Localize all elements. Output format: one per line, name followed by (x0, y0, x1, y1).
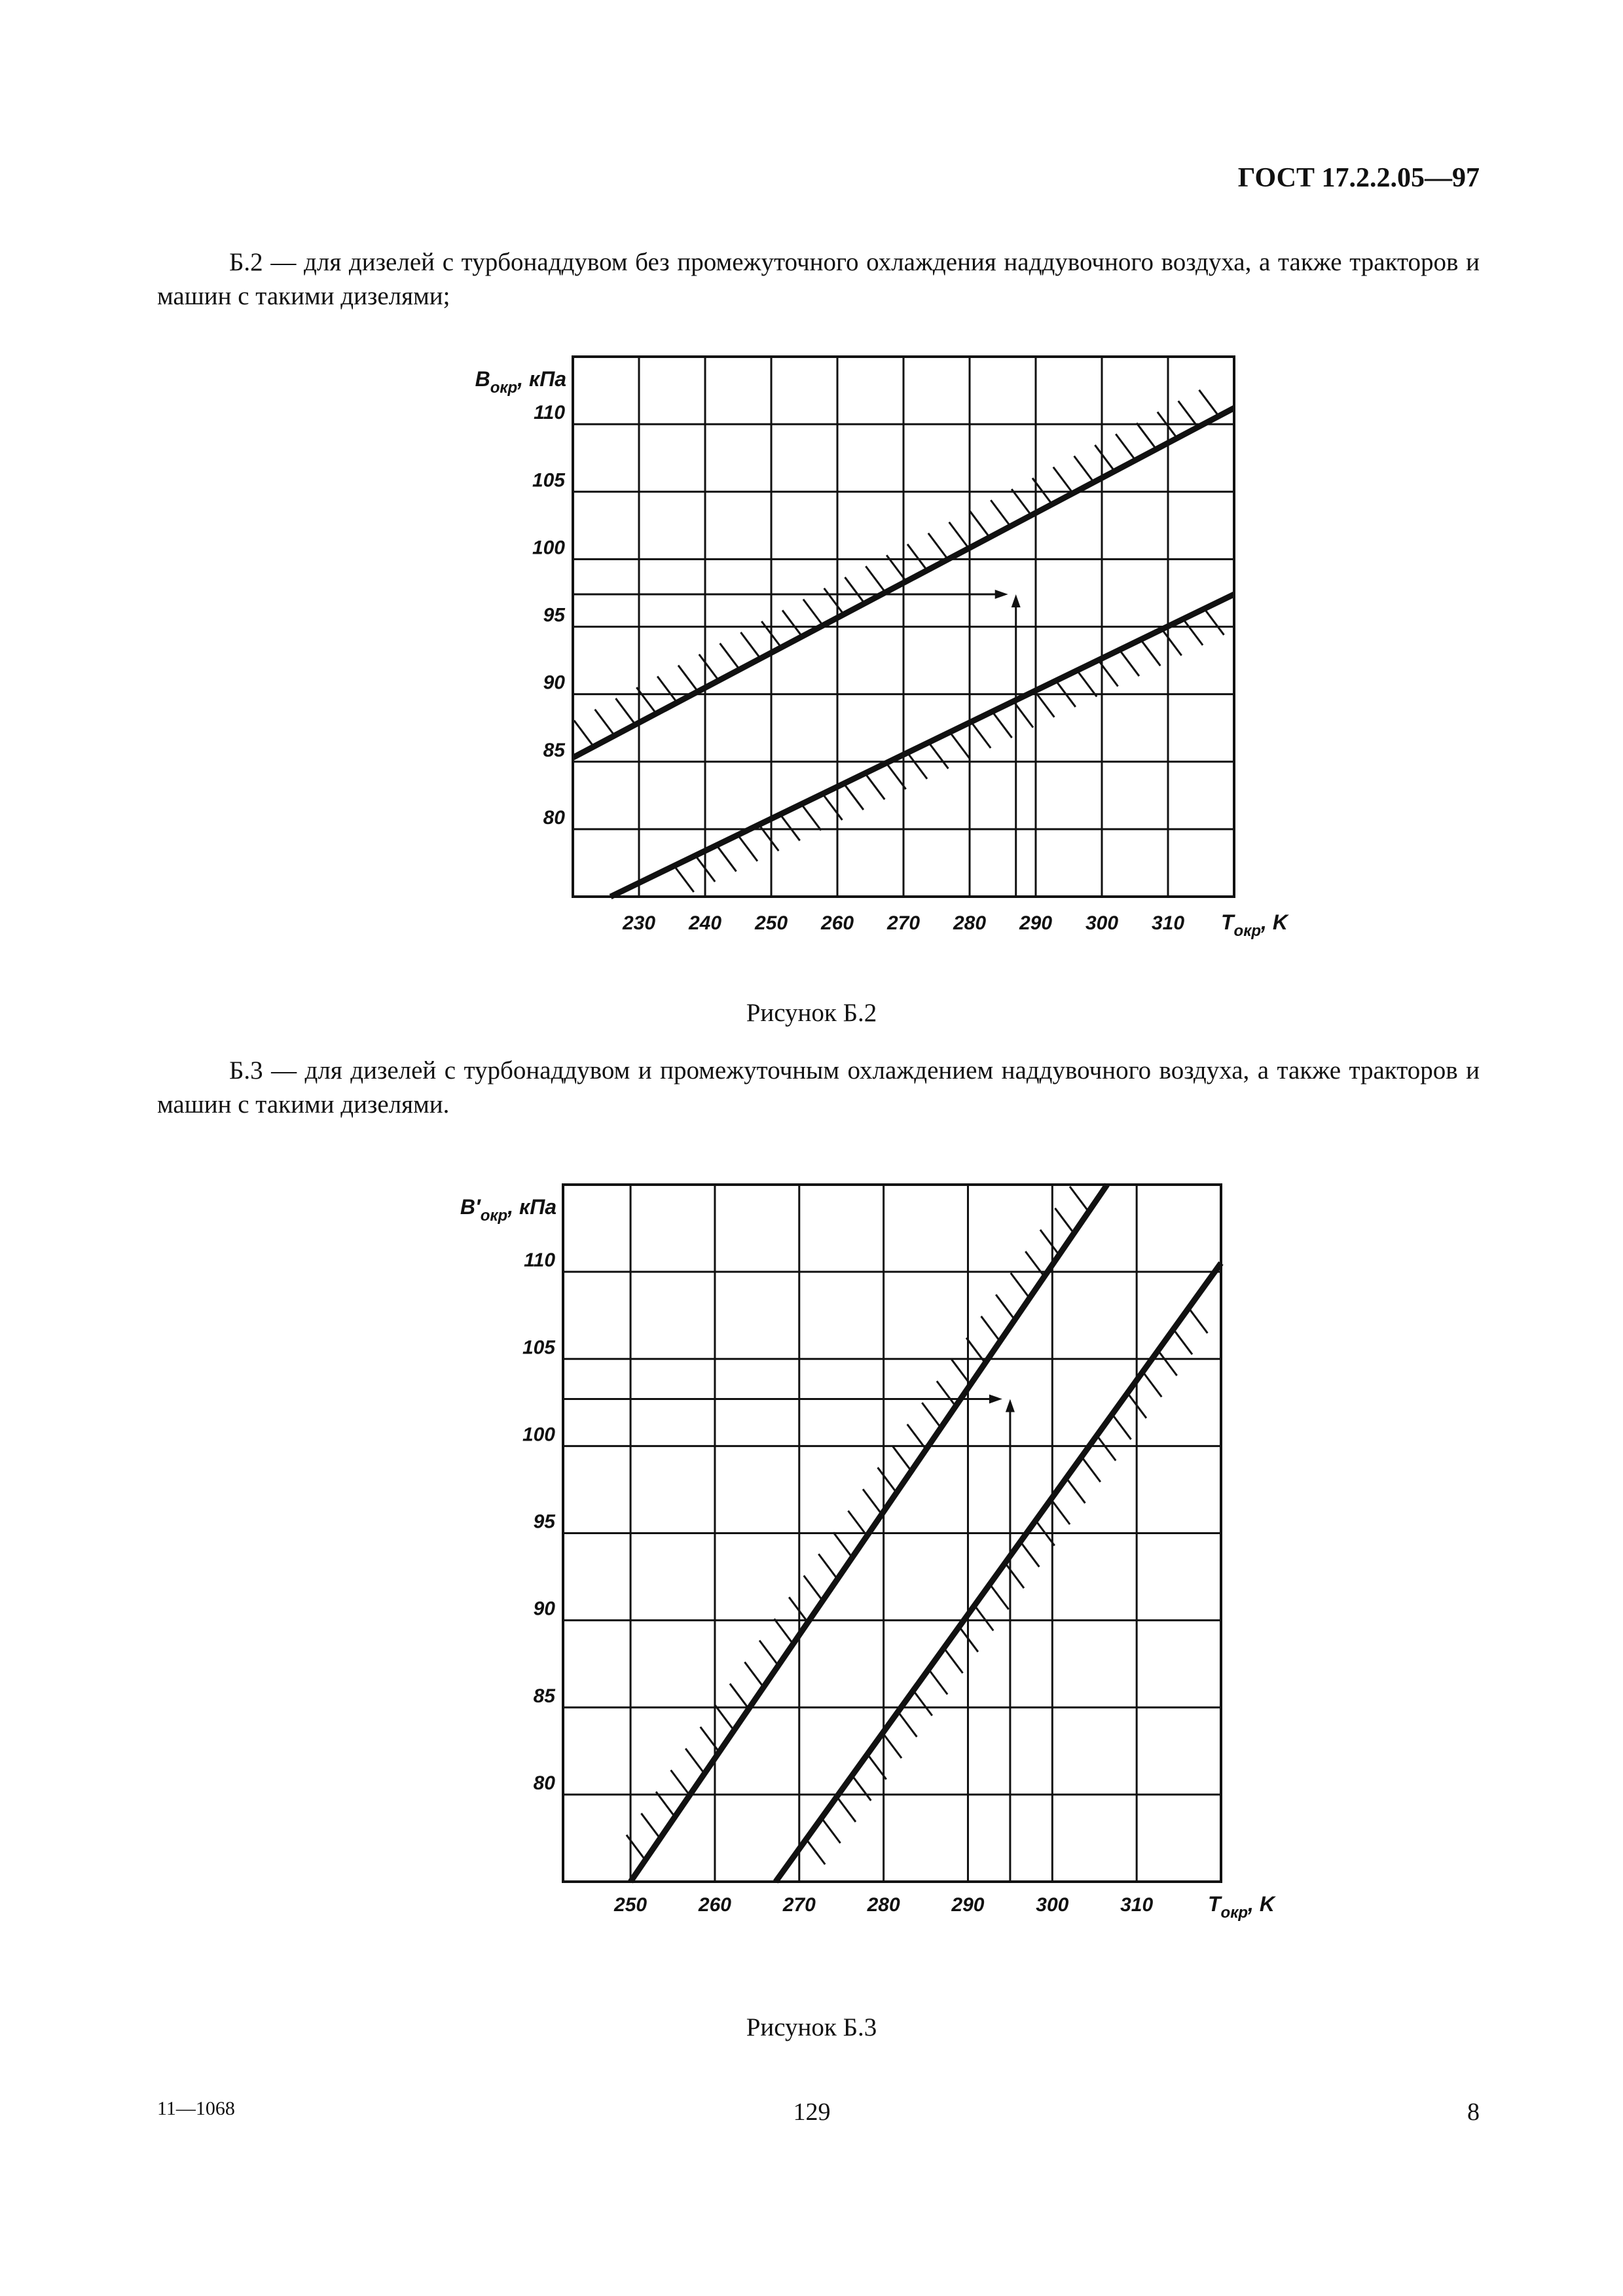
hatch-mark (744, 1662, 763, 1687)
hatch-mark (1051, 1499, 1070, 1524)
hatch-mark (674, 866, 694, 892)
hatch-mark (865, 773, 884, 799)
x-tick-label: 250 (614, 1894, 647, 1916)
hatch-mark (898, 1712, 917, 1736)
hatch-mark (913, 1691, 932, 1715)
hatch-mark (806, 1839, 825, 1864)
hatch-mark (1189, 1308, 1208, 1333)
hatch-mark (844, 783, 864, 810)
hatch-mark (833, 1532, 852, 1557)
hatch-mark (818, 1554, 837, 1579)
y-tick-label: 110 (534, 402, 565, 424)
hatch-mark (996, 1295, 1015, 1319)
hatch-mark (824, 588, 844, 615)
section-b3-paragraph: Б.3 — для дизелей с турбонаддувом и промежуточным охлаждением наддувочного воздуха, а также тракторов и машин с такими дизелями. (157, 1056, 1480, 1119)
hatch-mark (892, 1446, 911, 1471)
hatch-mark (1097, 1435, 1116, 1460)
y-axis-label: $B_{окр}$, кПа (475, 367, 566, 397)
hatch-mark (928, 742, 948, 768)
hatch-mark (907, 544, 927, 570)
x-tick-label: 290 (1019, 912, 1053, 934)
hatch-mark (641, 1814, 660, 1839)
hatch-mark (804, 1575, 823, 1600)
hatch-mark (595, 709, 615, 736)
y-axis-label: $B'_{окр}$, кПа (460, 1195, 556, 1225)
hatch-mark (1095, 445, 1114, 471)
hatch-mark (801, 804, 821, 831)
x-tick-label: 290 (951, 1894, 985, 1916)
y-tick-label: 100 (532, 537, 565, 559)
hatch-mark (907, 753, 927, 779)
y-tick-label: 95 (543, 604, 565, 626)
figure-b2-chart (0, 327, 1623, 956)
hatch-mark (866, 566, 885, 592)
hatch-mark (701, 1727, 720, 1751)
x-tick-label: 280 (867, 1894, 900, 1916)
hatch-mark (715, 1705, 734, 1730)
figure-b3-chart (0, 1165, 1623, 1950)
x-tick-label: 300 (1036, 1894, 1069, 1916)
hatch-mark (671, 1770, 690, 1795)
section-b3-text (157, 1054, 1480, 1122)
marker-arrow-up (1012, 594, 1021, 607)
hatch-mark (1070, 1187, 1089, 1211)
y-tick-label: 85 (533, 1685, 555, 1707)
hatch-mark (990, 1584, 1009, 1609)
x-tick-label: 300 (1085, 912, 1119, 934)
hatch-mark (1074, 456, 1094, 482)
hatch-mark (1140, 639, 1160, 666)
figure-b2-caption: Рисунок Б.2 (746, 999, 877, 1027)
hatch-mark (1055, 1208, 1074, 1233)
footer-page-number: 129 (793, 2098, 831, 2126)
hatch-mark (803, 600, 823, 626)
x-tick-label: 310 (1151, 912, 1185, 934)
hatch-mark (1112, 1414, 1131, 1439)
hatch-mark (730, 1683, 749, 1708)
y-tick-label: 80 (543, 806, 565, 829)
hatch-mark (822, 1818, 841, 1843)
hatch-mark (1158, 1350, 1177, 1375)
footer-sheet-number: 8 (1467, 2098, 1480, 2126)
hatch-mark (775, 1619, 793, 1643)
y-tick-label: 90 (543, 672, 565, 694)
hatch-mark (738, 835, 757, 861)
hatch-mark (740, 632, 760, 658)
hatch-mark (822, 794, 842, 820)
footer-code: 11—1068 (157, 2098, 235, 2119)
hatch-mark (1021, 1542, 1040, 1567)
x-axis-label: $T_{окр}$, K (1208, 1892, 1275, 1922)
hatch-mark (780, 814, 800, 840)
hatch-mark (1040, 1230, 1059, 1255)
hatch-mark (685, 1748, 704, 1773)
hatch-mark (1205, 609, 1224, 635)
x-tick-label: 260 (820, 912, 854, 934)
y-tick-label: 80 (533, 1772, 555, 1794)
hatch-mark (1143, 1372, 1162, 1397)
hatch-mark (759, 1640, 778, 1665)
limit-line (611, 594, 1234, 897)
x-tick-label: 240 (688, 912, 722, 934)
hatch-mark (1067, 1478, 1085, 1503)
y-tick-label: 95 (533, 1511, 555, 1533)
hatch-mark (991, 500, 1010, 526)
document-code: ГОСТ 17.2.2.05—97 (1237, 163, 1480, 193)
x-tick-label: 270 (886, 912, 921, 934)
hatch-mark (1173, 1329, 1192, 1354)
hatch-mark (928, 1669, 947, 1694)
hatch-mark (878, 1467, 897, 1492)
marker-arrow-up (1006, 1399, 1015, 1412)
y-tick-label: 85 (543, 739, 565, 761)
hatch-mark (848, 1511, 867, 1535)
x-tick-label: 280 (953, 912, 987, 934)
hatch-mark (574, 721, 594, 747)
hatch-mark (928, 533, 948, 560)
hatch-mark (993, 711, 1012, 738)
hatch-mark (1053, 467, 1073, 493)
hatch-mark (883, 1733, 902, 1758)
hatch-mark (1011, 1273, 1030, 1298)
hatch-mark (1183, 619, 1203, 645)
hatch-mark (950, 732, 970, 759)
hatch-mark (949, 522, 969, 548)
hatch-mark (782, 610, 802, 636)
hatch-mark (1077, 670, 1097, 696)
hatch-mark (1162, 629, 1182, 655)
y-tick-label: 100 (522, 1424, 555, 1446)
x-tick-label: 270 (782, 1894, 816, 1916)
hatch-mark (1012, 489, 1031, 515)
section-b2-paragraph: Б.2 — для дизелей с турбонаддувом без промежуточного охлаждения наддувочного воздуха, а также тракторов и машин с такими дизелями; (157, 248, 1480, 310)
section-b2-text (157, 245, 1480, 314)
hatch-mark (1199, 390, 1219, 416)
marker-arrow-right (995, 590, 1008, 599)
x-tick-label: 260 (698, 1894, 731, 1916)
hatch-mark (837, 1797, 856, 1821)
hatch-mark (615, 698, 635, 725)
hatch-mark (720, 643, 740, 670)
hatch-mark (852, 1776, 871, 1801)
hatch-mark (1082, 1457, 1101, 1482)
y-tick-label: 90 (533, 1598, 555, 1620)
x-tick-label: 250 (754, 912, 788, 934)
hatch-mark (627, 1835, 646, 1860)
y-tick-label: 110 (524, 1249, 555, 1272)
hatch-mark (845, 577, 865, 603)
hatch-mark (863, 1489, 882, 1514)
hatch-mark (657, 676, 677, 702)
hatch-mark (678, 666, 698, 692)
hatch-mark (1005, 1563, 1024, 1588)
hatch-mark (717, 845, 737, 871)
hatch-mark (1120, 650, 1139, 676)
x-tick-label: 230 (622, 912, 656, 934)
hatch-mark (981, 1316, 1000, 1341)
x-axis-label: $T_{окр}$, K (1221, 910, 1288, 940)
hatch-mark (971, 722, 991, 748)
x-tick-label: 310 (1120, 1894, 1154, 1916)
hatch-mark (1116, 434, 1135, 460)
hatch-mark (1137, 423, 1156, 449)
hatch-mark (937, 1381, 956, 1406)
hatch-mark (974, 1605, 993, 1630)
figure-b3-caption: Рисунок Б.3 (746, 2013, 877, 2041)
hatch-mark (970, 511, 989, 537)
hatch-mark (699, 655, 719, 681)
hatch-mark (922, 1403, 941, 1427)
marker-arrow-right (989, 1394, 1002, 1403)
y-tick-label: 105 (522, 1336, 555, 1359)
hatch-mark (944, 1648, 963, 1673)
y-tick-label: 105 (532, 469, 565, 492)
